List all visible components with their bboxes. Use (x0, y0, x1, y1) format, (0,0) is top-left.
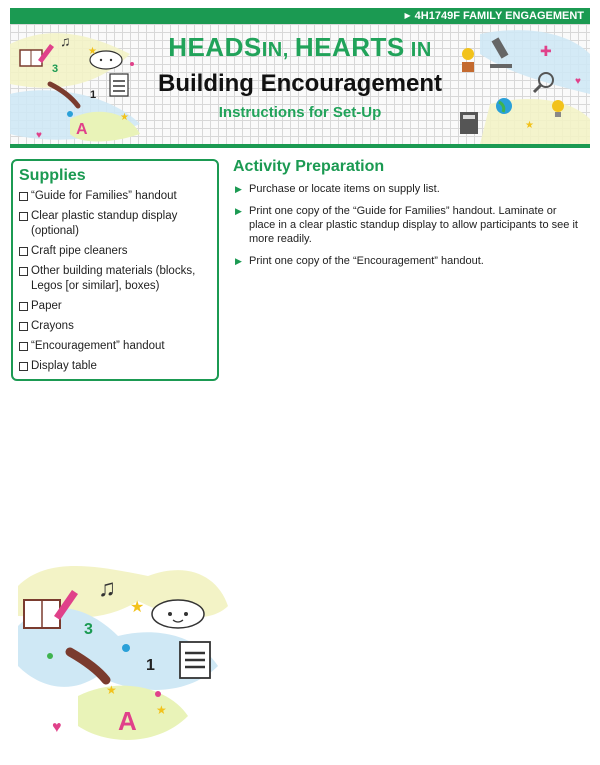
notepad-icon (180, 642, 210, 678)
title-in-2: IN (404, 39, 432, 61)
svg-text:3: 3 (52, 63, 59, 75)
title-heads: HEADS (168, 32, 262, 62)
preparation-step: ▶ Print one copy of the “Guide for Families” handout. Laminate or place in a clear plastic standup display to allow participants to see it more readily. (235, 205, 578, 245)
triangle-icon: ▶ (404, 11, 411, 21)
supply-item: Display table (19, 359, 211, 374)
svg-text:★: ★ (120, 112, 129, 123)
supplies-box (11, 159, 219, 381)
checkbox-icon (19, 247, 28, 256)
star-icon: ★ (106, 683, 117, 697)
supply-item: Clear plastic standup display (optional) (19, 209, 211, 239)
music-note-icon: ♫ (98, 575, 116, 602)
cloud-icon (152, 600, 204, 628)
checkbox-icon (19, 362, 28, 371)
svg-text:♥: ♥ (575, 76, 581, 87)
banner-subtitle: Building Encouragement (157, 70, 442, 97)
supply-item: “Encouragement” handout (19, 339, 211, 354)
preparation-step: ▶ Print one copy of the “Encouragement” handout. (235, 255, 484, 267)
supply-item: Craft pipe cleaners (19, 244, 211, 259)
checkbox-icon (19, 322, 28, 331)
heart-icon: ♥ (52, 719, 62, 736)
checkbox-icon (19, 212, 28, 221)
title-in-1: IN, (261, 39, 295, 61)
supply-item: “Guide for Families” handout (19, 189, 211, 204)
svg-text:♫: ♫ (60, 33, 71, 49)
supply-item: Crayons (19, 319, 211, 334)
banner-tagline: Instructions for Set-Up (218, 104, 382, 121)
supply-item: Paper (19, 299, 211, 314)
checkbox-icon (19, 267, 28, 276)
bullet-arrow-icon: ▶ (235, 184, 242, 194)
preparation-step: ▶ Purchase or locate items on supply list. (235, 183, 440, 195)
header-code: 4H1749F FAMILY ENGAGEMENT (414, 10, 584, 22)
activity-preparation (233, 158, 583, 276)
header-underline (10, 144, 590, 148)
number-one: 1 (146, 657, 155, 674)
checkbox-icon (19, 192, 28, 201)
svg-text:1: 1 (90, 89, 97, 101)
banner-title (10, 32, 590, 63)
number-three: 3 (84, 621, 93, 638)
header-bar (10, 8, 590, 24)
star-icon: ★ (130, 599, 145, 616)
checkbox-icon (19, 302, 28, 311)
header-banner (10, 24, 590, 144)
book-icon (24, 600, 60, 628)
checkbox-icon (19, 342, 28, 351)
svg-text:★: ★ (525, 120, 534, 131)
preparation-list (233, 182, 583, 268)
letter-a: A (118, 706, 137, 736)
title-hearts: HEARTS (294, 32, 405, 62)
bullet-arrow-icon: ▶ (235, 206, 242, 216)
supplies-heading: Supplies (19, 167, 86, 184)
star-icon: ★ (156, 703, 167, 717)
svg-text:♥: ♥ (36, 130, 42, 141)
bullet-arrow-icon: ▶ (235, 256, 242, 266)
svg-text:✚: ✚ (540, 43, 552, 59)
preparation-heading: Activity Preparation (233, 158, 385, 175)
supply-item: Other building materials (blocks, Legos [or similar], boxes) (19, 264, 211, 294)
svg-text:A: A (76, 121, 88, 138)
decorative-illustration (18, 556, 228, 746)
supplies-list (19, 189, 211, 374)
svg-text:★: ★ (88, 46, 97, 57)
